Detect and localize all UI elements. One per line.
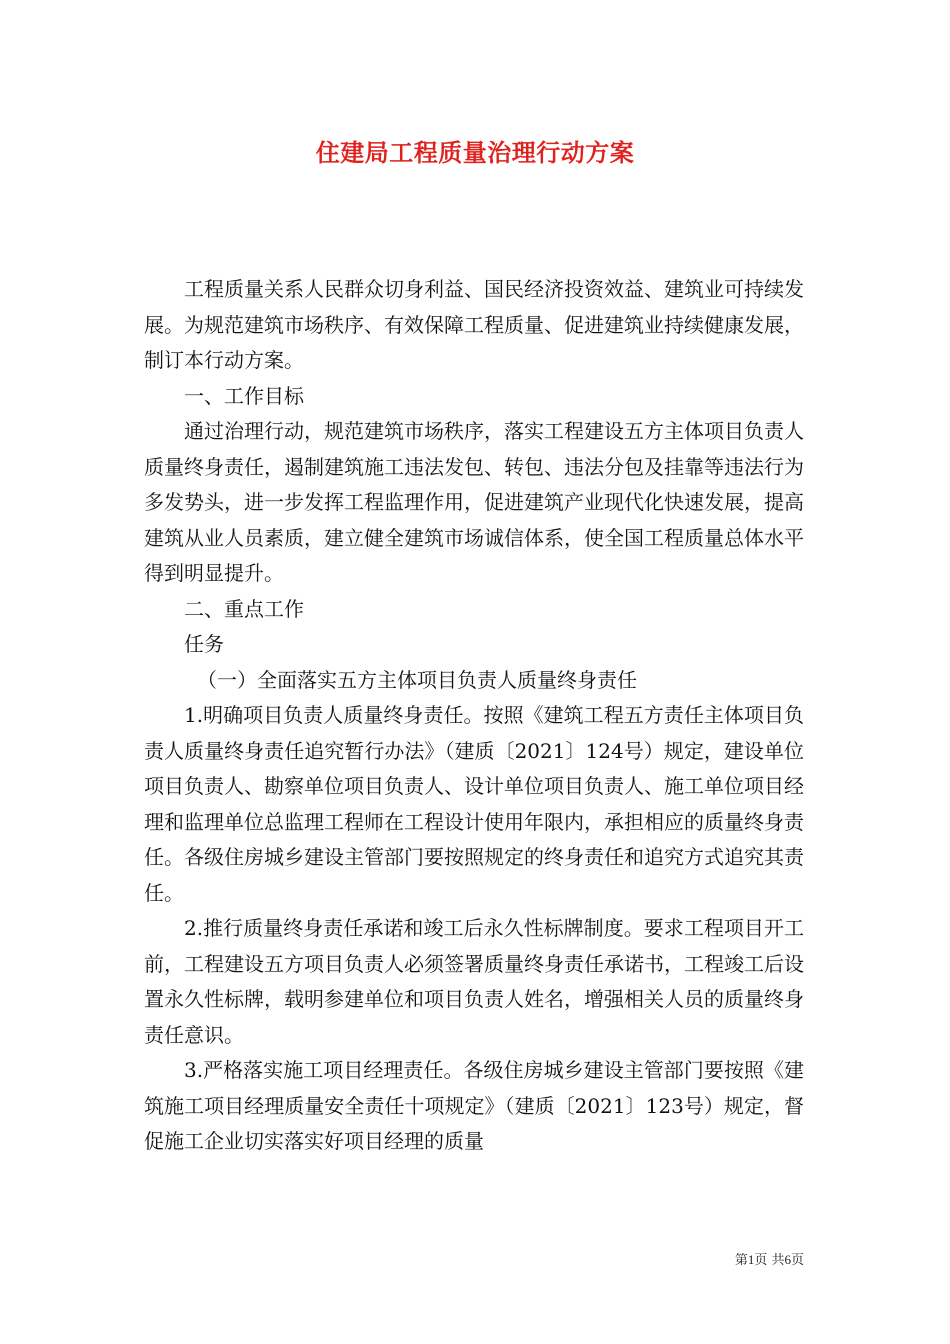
subsection-heading-1: （一）全面落实五方主体项目负责人质量终身责任 bbox=[197, 667, 637, 692]
document-body bbox=[144, 272, 804, 1160]
document-title: 住建局工程质量治理行动方案 bbox=[315, 138, 635, 167]
footer-suffix: 页 bbox=[790, 1253, 804, 1268]
footer-total-pages: 6 bbox=[784, 1252, 791, 1267]
footer-middle: 页 共 bbox=[754, 1253, 785, 1268]
task-label: 任务 bbox=[184, 632, 224, 656]
page-footer bbox=[735, 1249, 804, 1268]
intro-paragraph: 工程质量关系人民群众切身利益、国民经济投资效益、建筑业可持续发展。为规范建筑市场秩序、有效保障工程质量、促进建筑业持续健康发展，制订本行动方案。 bbox=[144, 277, 804, 372]
section-heading-goals: 一、工作目标 bbox=[184, 383, 304, 408]
footer-prefix: 第 bbox=[734, 1253, 748, 1268]
section-heading-key-work: 二、重点工作 bbox=[184, 596, 304, 621]
item-2-paragraph: 2.推行质量终身责任承诺和竣工后永久性标牌制度。要求工程项目开工前，工程建设五方项目负责人必须签署质量终身责任承诺书，工程竣工后设置永久性标牌，载明参建单位和项目负责人姓名，增强相关人员的质量终身责任意识。 bbox=[144, 916, 804, 1047]
footer-page-number: 1 bbox=[747, 1252, 755, 1267]
item-3-paragraph: 3.严格落实施工项目经理责任。各级住房城乡建设主管部门要按照《建筑施工项目经理质量安全责任十项规定》（建质〔2021〕123号）规定，督促施工企业切实落实好项目经理的质量 bbox=[144, 1058, 804, 1153]
item-1-paragraph: 1.明确项目负责人质量终身责任。按照《建筑工程五方责任主体项目负责人质量终身责任追究暂行办法》（建质〔2021〕124号）规定，建设单位项目负责人、勘察单位项目负责人、设计单位项目负责人、施工单位项目经理和监理单位总监理工程师在工程设计使用年限内，承担相应的质量终身责任。各级住房城乡建设主管部门要按照规定的终身责任和追究方式追究其责任。 bbox=[144, 703, 804, 905]
goals-paragraph: 通过治理行动，规范建筑市场秩序，落实工程建设五方主体项目负责人质量终身责任，遏制建筑施工违法发包、转包、违法分包及挂靠等违法行为多发势头，进一步发挥工程监理作用，促进建筑产业现代化快速发展，提高建筑从业人员素质，建立健全建筑市场诚信体系，使全国工程质量总体水平得到明显提升。 bbox=[144, 419, 804, 585]
